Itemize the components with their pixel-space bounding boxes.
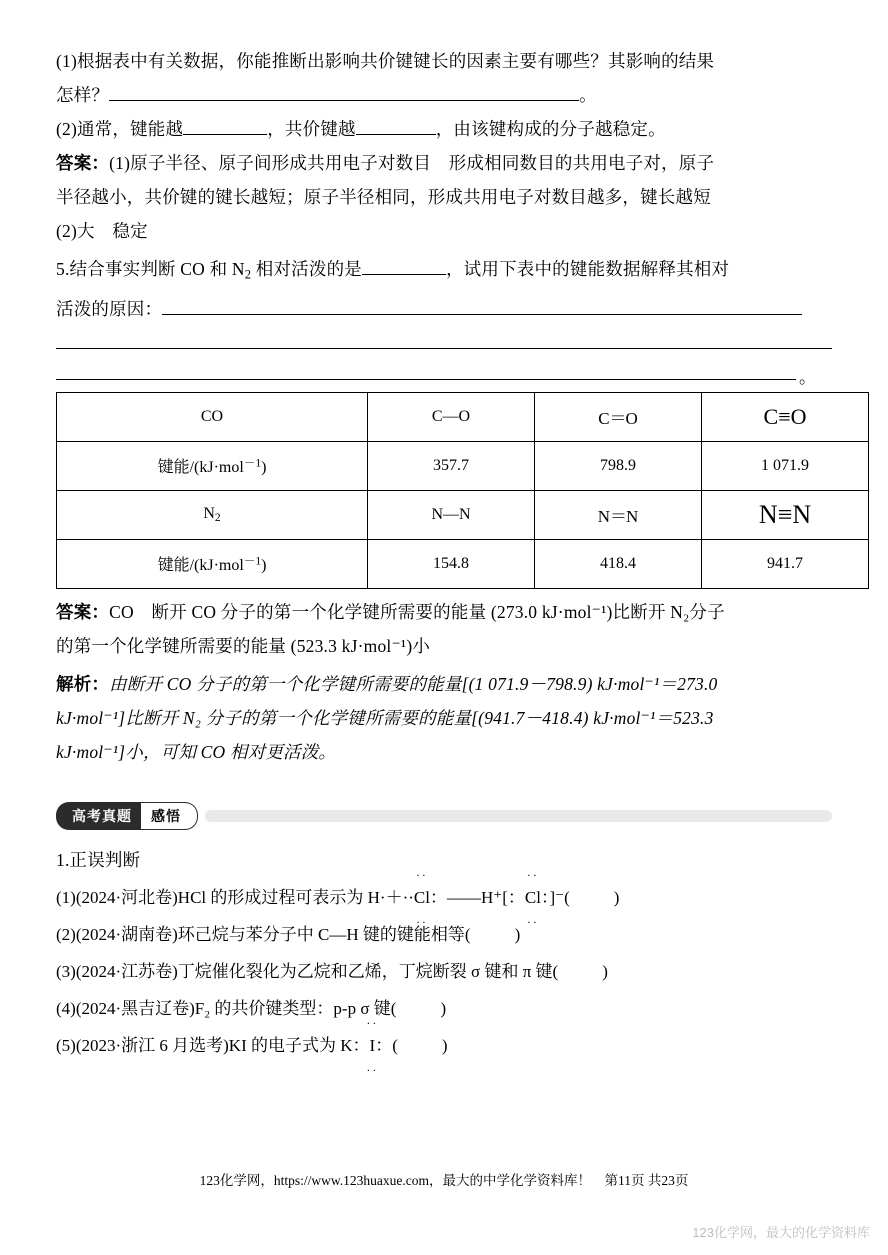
cl-atom-dots-2	[524, 867, 541, 929]
answer-block-12-line-2	[56, 180, 832, 214]
table-cell: C＝O	[535, 392, 702, 441]
answer-block-12-line-3	[56, 214, 832, 248]
solution-line-2	[56, 701, 832, 735]
solution-line-1	[56, 667, 832, 701]
question-1-line-1	[56, 44, 832, 78]
section-header	[56, 803, 832, 829]
solution-line2: kJ·mol⁻¹]比断开 N₂ 分子的第一个化学键所需要的能量[(941.7－418.4) kJ·mol⁻¹＝523.3	[56, 707, 714, 728]
table-cell: C≡O	[702, 392, 869, 441]
table-cell: 357.7	[368, 441, 535, 490]
exercise-1-text-d: )	[613, 887, 620, 907]
question-1-line2-start: 怎样？	[56, 85, 110, 105]
question-1-line2-end: 。	[579, 85, 597, 105]
electron-dots-bottom-icon: ··	[415, 914, 428, 929]
table-cell: 1 071.9	[702, 441, 869, 490]
question-2-part1: (2)通常，键能越	[56, 119, 184, 139]
exercise-3-tail: )	[602, 961, 608, 981]
answer-blank-2b[interactable]	[356, 134, 436, 135]
answer-12-line3: (2)大 稳定	[56, 221, 148, 241]
section-decorative-bar	[205, 810, 832, 822]
table-cell: CO	[57, 392, 368, 441]
answer-label: 答案：	[56, 601, 110, 622]
exercise-1-text-a: (1)(2024·河北卷)HCl 的形成过程可表示为 H·＋··	[56, 887, 414, 907]
answer-blank-1[interactable]	[109, 100, 579, 101]
exercise-heading: 1.正误判断	[56, 849, 141, 870]
electron-dots-bottom-icon: ··	[366, 1062, 379, 1077]
section-pill-secondary: 感悟	[141, 802, 198, 830]
table-cell: 154.8	[368, 539, 535, 588]
exercise-1-atom-1: Cl	[413, 887, 430, 907]
table-cell: 418.4	[535, 539, 702, 588]
table-cell: C—O	[368, 392, 535, 441]
exercise-4-tail: )	[440, 998, 447, 1018]
exercise-3-text: (3)(2024·江苏卷)丁烷催化裂化为乙烷和乙烯，丁烷断裂 σ 键和 π 键(	[56, 961, 559, 981]
answer-rule-2[interactable]	[56, 379, 796, 380]
table-row	[57, 441, 869, 490]
exercise-1-mid: ：	[429, 887, 447, 907]
exercise-5-text-a: (5)(2023·浙江 6 月选考)KI 的电子式为 K：	[56, 1035, 370, 1055]
question-5-part-c: ，试用下表中的键能数据解释其相对	[445, 259, 730, 279]
exercise-item-3	[56, 955, 832, 988]
exercise-item-1	[56, 867, 832, 929]
table-row	[57, 392, 869, 441]
exercise-2-text: (2)(2024·湖南卷)环己烷与苯分子中 C—H 键的键能相等(	[56, 924, 471, 944]
table-cell: N≡N	[702, 490, 869, 539]
question-5-subscript: 2	[244, 267, 252, 282]
question-5-line-1	[56, 252, 832, 292]
exercise-5-atom: I	[369, 1035, 376, 1055]
table-cell: N—N	[368, 490, 535, 539]
question-1-line-2	[56, 78, 832, 112]
answer-12-line2: 半径越小，共价键的键长越短；原子半径相同，形成共用电子对数目越多，键长越短	[56, 187, 711, 207]
solution-label: 解析：	[56, 673, 110, 694]
table-cell: 941.7	[702, 539, 869, 588]
section-pill-primary: 高考真题	[56, 802, 142, 830]
question-2	[56, 112, 832, 146]
question-5-part-a: 5.结合事实判断 CO 和 N	[56, 259, 245, 279]
answer-blank-2a[interactable]	[183, 134, 267, 135]
table-cell: N＝N	[535, 490, 702, 539]
table-cell: 798.9	[535, 441, 702, 490]
exercise-1-arrow: ——	[446, 887, 481, 907]
exercise-2-tail: )	[514, 924, 521, 944]
solution-line3: kJ·mol⁻¹]小，可知 CO 相对更活泼。	[56, 741, 337, 762]
exercise-1-atom-2: Cl	[524, 887, 541, 907]
answer-5-line1: CO 断开 CO 分子的第一个化学键所需要的能量 (273.0 kJ·mol⁻¹)比断开 N₂分子	[109, 601, 725, 622]
question-2-part3: ，由该键构成的分子越稳定。	[435, 119, 666, 139]
electron-dots-top-icon: ··	[415, 867, 428, 882]
exercise-item-2	[56, 914, 832, 951]
answer-12-line1: (1)原子半径、原子间形成共用电子对数目 形成相同数目的共用电子对，原子	[109, 153, 715, 173]
exercise-5-tail: )	[441, 1035, 448, 1055]
table-row	[57, 539, 869, 588]
bond-energy-table	[56, 392, 869, 589]
exercise-item-4	[56, 992, 832, 1030]
answer-blank-5b[interactable]	[162, 314, 802, 315]
cl-atom-dots-1	[413, 867, 430, 929]
table-cell: 键能/(kJ·mol$^{-1}$)	[57, 441, 368, 490]
solution-line1: 由断开 CO 分子的第一个化学键所需要的能量[(1 071.9－798.9) kJ·mol⁻¹＝273.0	[109, 673, 718, 694]
answer-blank-5[interactable]	[362, 274, 446, 275]
exercise-1-text-b: H⁺[：	[480, 887, 525, 907]
page-footer: 123化学网，https://www.123huaxue.com，最大的中学化学资料库！ 第11页 共23页	[199, 1173, 689, 1188]
solution-line-3	[56, 735, 832, 769]
answer-block-5-line-2	[56, 629, 832, 663]
watermark: 123化学网，最大的化学资料库	[692, 1225, 870, 1240]
i-atom-dots	[366, 1015, 379, 1077]
answer-label: 答案：	[56, 153, 110, 173]
answer-block-5-line-1	[56, 595, 832, 629]
question-1-prefix: (1)根据表中有关数据，你能推断出影响共价键键长的因素主要有哪些？其影响的结果	[56, 51, 715, 71]
question-2-part2: ，共价键越	[267, 119, 356, 139]
table-cell: 键能/(kJ·mol$^{-1}$)	[57, 539, 368, 588]
exercise-4-text: (4)(2024·黑吉辽卷)F₂ 的共价键类型：p-p σ 键(	[56, 998, 397, 1018]
electron-dots-top-icon: ··	[526, 867, 539, 882]
exercise-item-5	[56, 1015, 832, 1077]
electron-dots-top-icon: ··	[366, 1015, 379, 1030]
exercise-5-text-b: ：(	[375, 1035, 398, 1055]
question-5-line2: 活泼的原因：	[56, 298, 163, 319]
answer-5-line2: 的第一个化学键所需要的能量 (523.3 kJ·mol⁻¹)小	[56, 635, 431, 656]
question-5-part-b: 相对活泼的是	[251, 259, 362, 279]
question-5-end-dot: 。	[799, 367, 816, 387]
electron-dots-bottom-icon: ··	[526, 914, 539, 929]
table-row	[57, 490, 869, 539]
answer-block-12-line-1	[56, 146, 832, 180]
exercise-1-text-c: ：]⁻(	[540, 887, 570, 907]
question-5-line-2	[56, 292, 832, 326]
table-cell: $N_2$	[57, 490, 368, 539]
